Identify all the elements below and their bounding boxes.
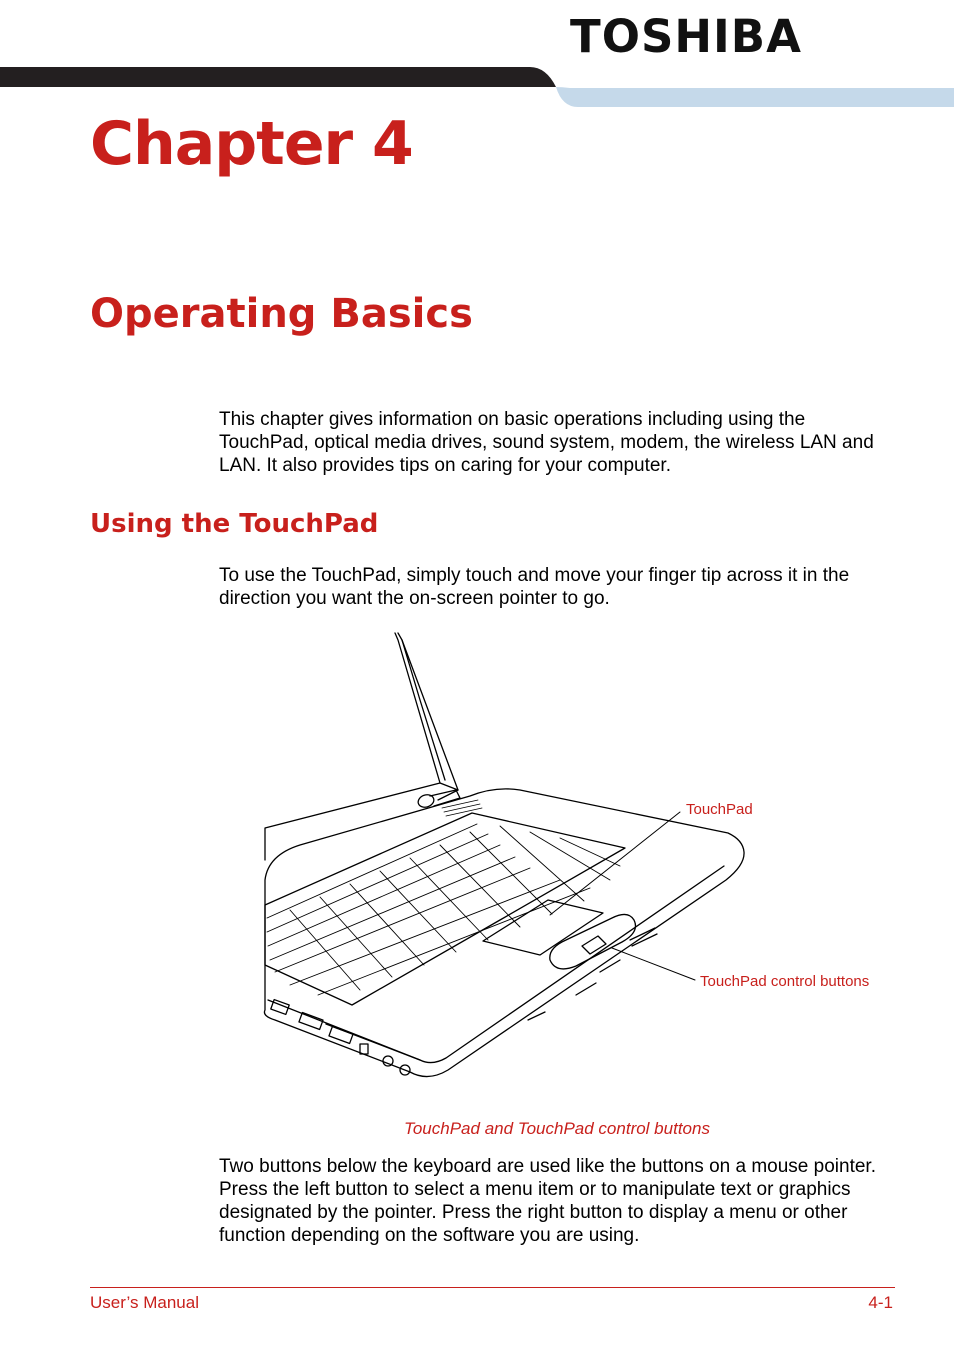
laptop-illustration — [255, 625, 915, 1100]
header-band — [0, 64, 954, 110]
touchpad-paragraph: To use the TouchPad, simply touch and move your finger tip across it in the direction you want the on-screen pointer to go. — [219, 565, 850, 609]
callout-line-touchpad — [550, 812, 680, 915]
intro-paragraph: This chapter gives information on basic operations including using the TouchPad, optical media drives, sound system, modem, the wireless LAN and LAN. It also provides tips on caring for your computer. — [219, 409, 874, 476]
toshiba-logo: TOSHIBA — [570, 10, 802, 63]
figure-caption: TouchPad and TouchPad control buttons — [404, 1119, 710, 1138]
section-title: Operating Basics — [90, 291, 473, 337]
footer-manual-name: User’s Manual — [90, 1293, 199, 1312]
buttons-paragraph: Two buttons below the keyboard are used like the buttons on a mouse pointer. Press the left button to select a menu item or to manipulate text or graphics designated by the pointer. Press the right button to display a menu or other function depending on the software you are using. — [219, 1156, 876, 1246]
chapter-title: Chapter 4 — [90, 109, 413, 179]
touchpad-surface — [483, 900, 603, 955]
side-ports — [271, 1000, 420, 1075]
keyboard-keys — [267, 824, 620, 995]
laptop-base-outline — [264, 789, 744, 1077]
header-band-dark — [0, 67, 556, 87]
front-slots — [528, 928, 657, 1020]
callout-touchpad: TouchPad — [686, 801, 753, 818]
subsection-title: Using the TouchPad — [90, 509, 379, 539]
header-band-light — [556, 87, 954, 107]
callout-touchpad-buttons: TouchPad control buttons — [700, 973, 870, 990]
callout-line-buttons — [612, 948, 695, 980]
footer-rule — [90, 1287, 895, 1288]
touchpad-buttons — [550, 914, 636, 968]
footer-page-number: 4-1 — [868, 1293, 893, 1312]
laptop-lid — [265, 633, 458, 860]
